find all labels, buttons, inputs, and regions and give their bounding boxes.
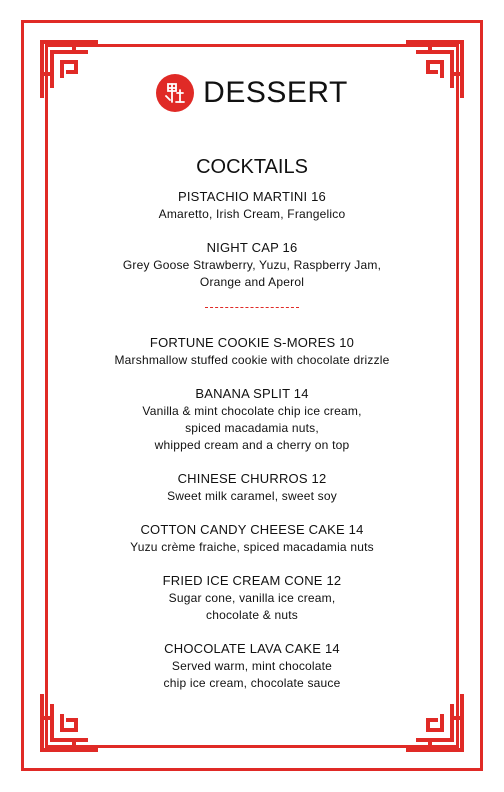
menu-item bbox=[0, 188, 504, 223]
item-description: whipped cream and a cherry on top bbox=[154, 438, 350, 452]
item-description: Grey Goose Strawberry, Yuzu, Raspberry Jam, bbox=[122, 258, 382, 272]
section-divider bbox=[205, 307, 299, 308]
menu-item bbox=[0, 572, 504, 624]
item-description: Served warm, mint chocolate bbox=[171, 659, 333, 673]
item-name: PISTACHIO MARTINI 16 bbox=[178, 189, 326, 204]
menu-content bbox=[0, 150, 504, 708]
item-name: BANANA SPLIT 14 bbox=[195, 386, 309, 401]
item-name: FRIED ICE CREAM CONE 12 bbox=[162, 573, 342, 588]
restaurant-logo-icon bbox=[156, 74, 194, 112]
item-description: spiced macadamia nuts, bbox=[185, 421, 319, 435]
item-description: Sweet milk caramel, sweet soy bbox=[167, 489, 337, 503]
item-name: COTTON CANDY CHEESE CAKE 14 bbox=[140, 522, 364, 537]
menu-item bbox=[0, 640, 504, 692]
menu-item bbox=[0, 385, 504, 454]
menu-title: DESSERT bbox=[203, 76, 348, 109]
item-description: Yuzu crème fraiche, spiced macadamia nuts bbox=[130, 540, 374, 554]
item-description: Orange and Aperol bbox=[199, 275, 305, 289]
item-name: CHOCOLATE LAVA CAKE 14 bbox=[164, 641, 340, 656]
section-title-cocktails: COCKTAILS bbox=[196, 156, 308, 178]
menu-item bbox=[0, 334, 504, 369]
item-description: chip ice cream, chocolate sauce bbox=[163, 676, 341, 690]
menu-item bbox=[0, 239, 504, 291]
item-name: CHINESE CHURROS 12 bbox=[177, 471, 327, 486]
menu-header bbox=[0, 74, 504, 112]
item-name: NIGHT CAP 16 bbox=[206, 240, 298, 255]
item-description: chocolate & nuts bbox=[206, 608, 298, 622]
item-description: Vanilla & mint chocolate chip ice cream, bbox=[142, 404, 362, 418]
item-description: Marshmallow stuffed cookie with chocolate drizzle bbox=[114, 353, 390, 367]
item-description: Sugar cone, vanilla ice cream, bbox=[168, 591, 336, 605]
item-name: FORTUNE COOKIE S-MORES 10 bbox=[149, 335, 355, 350]
menu-item bbox=[0, 521, 504, 556]
menu-item bbox=[0, 470, 504, 505]
item-description: Amaretto, Irish Cream, Frangelico bbox=[158, 207, 346, 221]
